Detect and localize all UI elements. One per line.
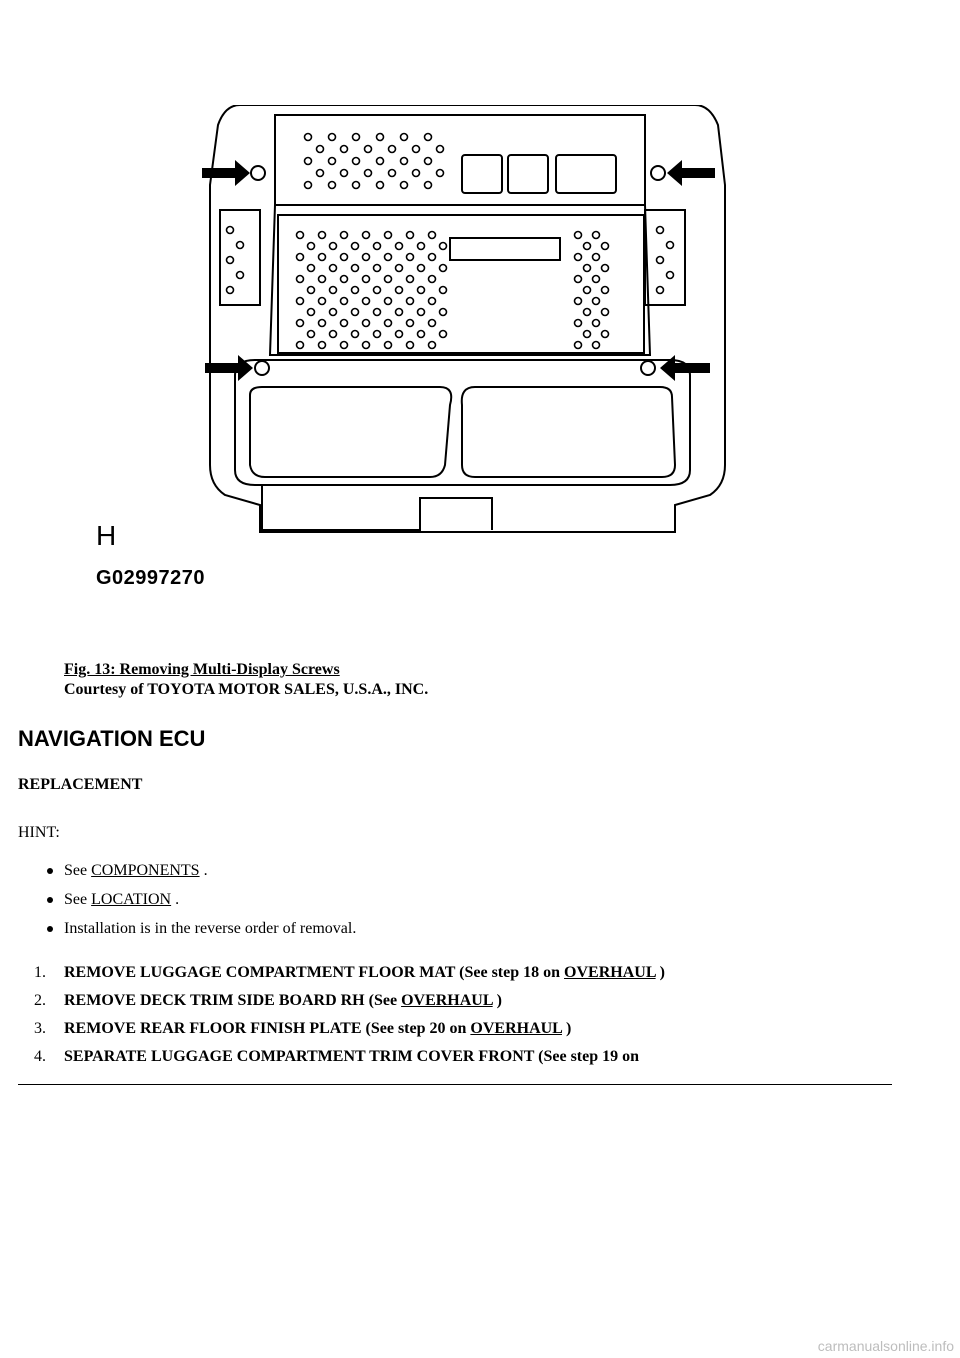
figure-caption — [64, 660, 428, 700]
figure-code: G02997270 — [96, 567, 206, 589]
figure-title[interactable]: Fig. 13: Removing Multi-Display Screws — [64, 661, 340, 678]
overhaul-link[interactable]: OVERHAUL — [401, 992, 493, 1009]
overhaul-link[interactable]: OVERHAUL — [564, 964, 656, 981]
components-link[interactable]: COMPONENTS — [91, 862, 200, 879]
step-number: 2. — [34, 992, 46, 1009]
step-text: REMOVE DECK TRIM SIDE BOARD RH (See — [64, 992, 402, 1009]
step-item — [34, 1048, 665, 1076]
step-suffix: ) — [561, 1020, 572, 1037]
list-item — [44, 862, 356, 891]
step-suffix: ) — [655, 964, 665, 981]
step-suffix: ) — [492, 992, 502, 1009]
item-text: Installation is in the reverse order of removal. — [64, 920, 357, 937]
item-prefix: See — [64, 862, 92, 879]
step-item — [34, 992, 665, 1020]
procedure-steps — [34, 964, 665, 1076]
step-text: SEPARATE LUGGAGE COMPARTMENT TRIM COVER FRONT (See step 19 on — [64, 1048, 640, 1065]
step-item — [34, 1020, 665, 1048]
step-text: REMOVE LUGGAGE COMPARTMENT FLOOR MAT (See step 18 on — [64, 964, 565, 981]
page-divider — [18, 1084, 892, 1085]
sub-heading: REPLACEMENT — [18, 776, 143, 793]
overhaul-link[interactable]: OVERHAUL — [470, 1020, 562, 1037]
location-link[interactable]: LOCATION — [91, 891, 172, 908]
step-number: 3. — [34, 1020, 46, 1037]
step-text: REMOVE REAR FLOOR FINISH PLATE (See step 20 on — [64, 1020, 471, 1037]
item-prefix: See — [64, 891, 92, 908]
hint-list — [44, 862, 356, 949]
watermark: carmanualsonline.info — [817, 1338, 954, 1354]
bullet-icon — [47, 868, 53, 874]
multi-display-illustration — [90, 105, 730, 605]
step-number: 4. — [34, 1048, 46, 1065]
step-number: 1. — [34, 964, 46, 981]
list-item — [44, 920, 356, 949]
bullet-icon — [47, 926, 53, 932]
section-title: NAVIGATION ECU — [18, 726, 206, 751]
item-suffix: . — [171, 891, 180, 908]
bullet-icon — [47, 897, 53, 903]
figure-courtesy: Courtesy of TOYOTA MOTOR SALES, U.S.A., INC. — [64, 681, 429, 698]
list-item — [44, 891, 356, 920]
step-item — [34, 964, 665, 992]
figure-letter: H — [96, 520, 117, 551]
hint-label: HINT: — [18, 824, 60, 841]
item-suffix: . — [199, 862, 208, 879]
